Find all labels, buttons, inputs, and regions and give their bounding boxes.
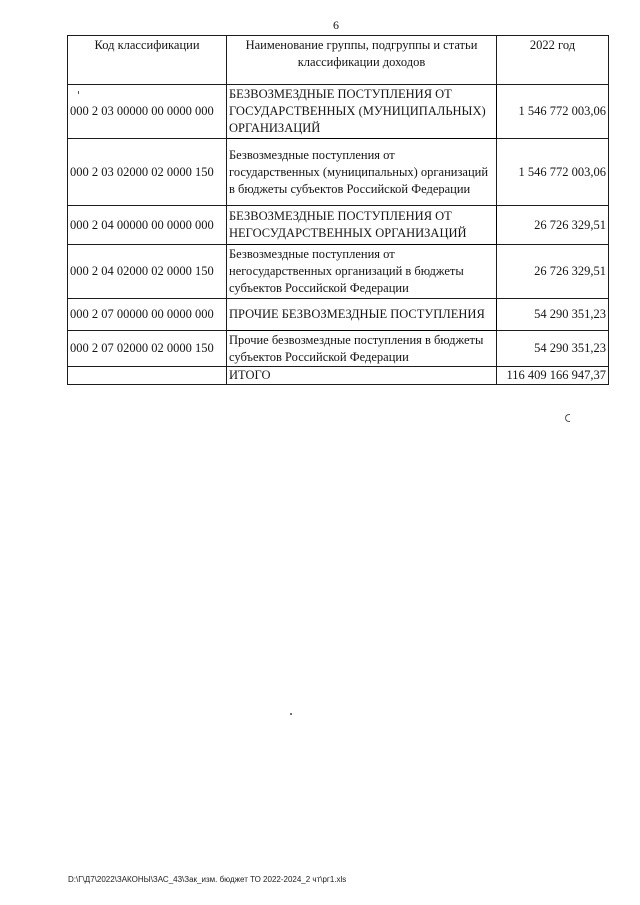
table-row — [68, 85, 609, 139]
amount-cell: 1 546 772 003,06 — [497, 85, 609, 139]
scan-artifact-dot — [290, 713, 292, 715]
footer-file-path: D:\Г\Д7\2022\ЗАКОНЫ\ЗАС_43\Зак_изм. бюджет ТО 2022-2024_2 чт\рг1.xls — [68, 875, 347, 884]
page-number: 6 — [333, 18, 339, 32]
total-code-cell — [68, 367, 227, 385]
code-cell: 000 2 04 02000 02 0000 150 — [68, 245, 227, 299]
name-cell: Безвозмездные поступления от негосударственных организаций в бюджеты субъектов Российской Федерации — [227, 245, 497, 299]
total-amount: 116 409 166 947,37 — [497, 367, 609, 385]
table-row — [68, 206, 609, 245]
code-cell: 000 2 07 00000 00 0000 000 — [68, 299, 227, 331]
header-code: Код классификации — [68, 36, 227, 85]
total-label: ИТОГО — [227, 367, 497, 385]
code-cell: 000 2 03 02000 02 0000 150 — [68, 139, 227, 206]
code-cell: 000 2 03 00000 00 0000 000 — [68, 85, 227, 139]
scan-artifact-mark — [565, 414, 570, 422]
revenue-table — [67, 35, 609, 385]
scan-artifact-tick — [78, 91, 79, 94]
amount-cell: 54 290 351,23 — [497, 299, 609, 331]
header-name: Наименование группы, подгруппы и статьи классификации доходов — [227, 36, 497, 85]
table-row — [68, 299, 609, 331]
total-row — [68, 367, 609, 385]
amount-cell: 26 726 329,51 — [497, 206, 609, 245]
amount-cell: 26 726 329,51 — [497, 245, 609, 299]
table-row — [68, 331, 609, 367]
table-header-row — [68, 36, 609, 85]
header-year: 2022 год — [497, 36, 609, 85]
name-cell: Безвозмездные поступления от государственных (муниципальных) организаций в бюджеты субъектов Российской Федерации — [227, 139, 497, 206]
table-row — [68, 245, 609, 299]
name-cell: БЕЗВОЗМЕЗДНЫЕ ПОСТУПЛЕНИЯ ОТ ГОСУДАРСТВЕННЫХ (МУНИЦИПАЛЬНЫХ) ОРГАНИЗАЦИЙ — [227, 85, 497, 139]
code-cell: 000 2 04 00000 00 0000 000 — [68, 206, 227, 245]
table-row — [68, 139, 609, 206]
name-cell: Прочие безвозмездные поступления в бюджеты субъектов Российской Федерации — [227, 331, 497, 367]
amount-cell: 1 546 772 003,06 — [497, 139, 609, 206]
name-cell: ПРОЧИЕ БЕЗВОЗМЕЗДНЫЕ ПОСТУПЛЕНИЯ — [227, 299, 497, 331]
amount-cell: 54 290 351,23 — [497, 331, 609, 367]
name-cell: БЕЗВОЗМЕЗДНЫЕ ПОСТУПЛЕНИЯ ОТ НЕГОСУДАРСТВЕННЫХ ОРГАНИЗАЦИЙ — [227, 206, 497, 245]
code-cell: 000 2 07 02000 02 0000 150 — [68, 331, 227, 367]
